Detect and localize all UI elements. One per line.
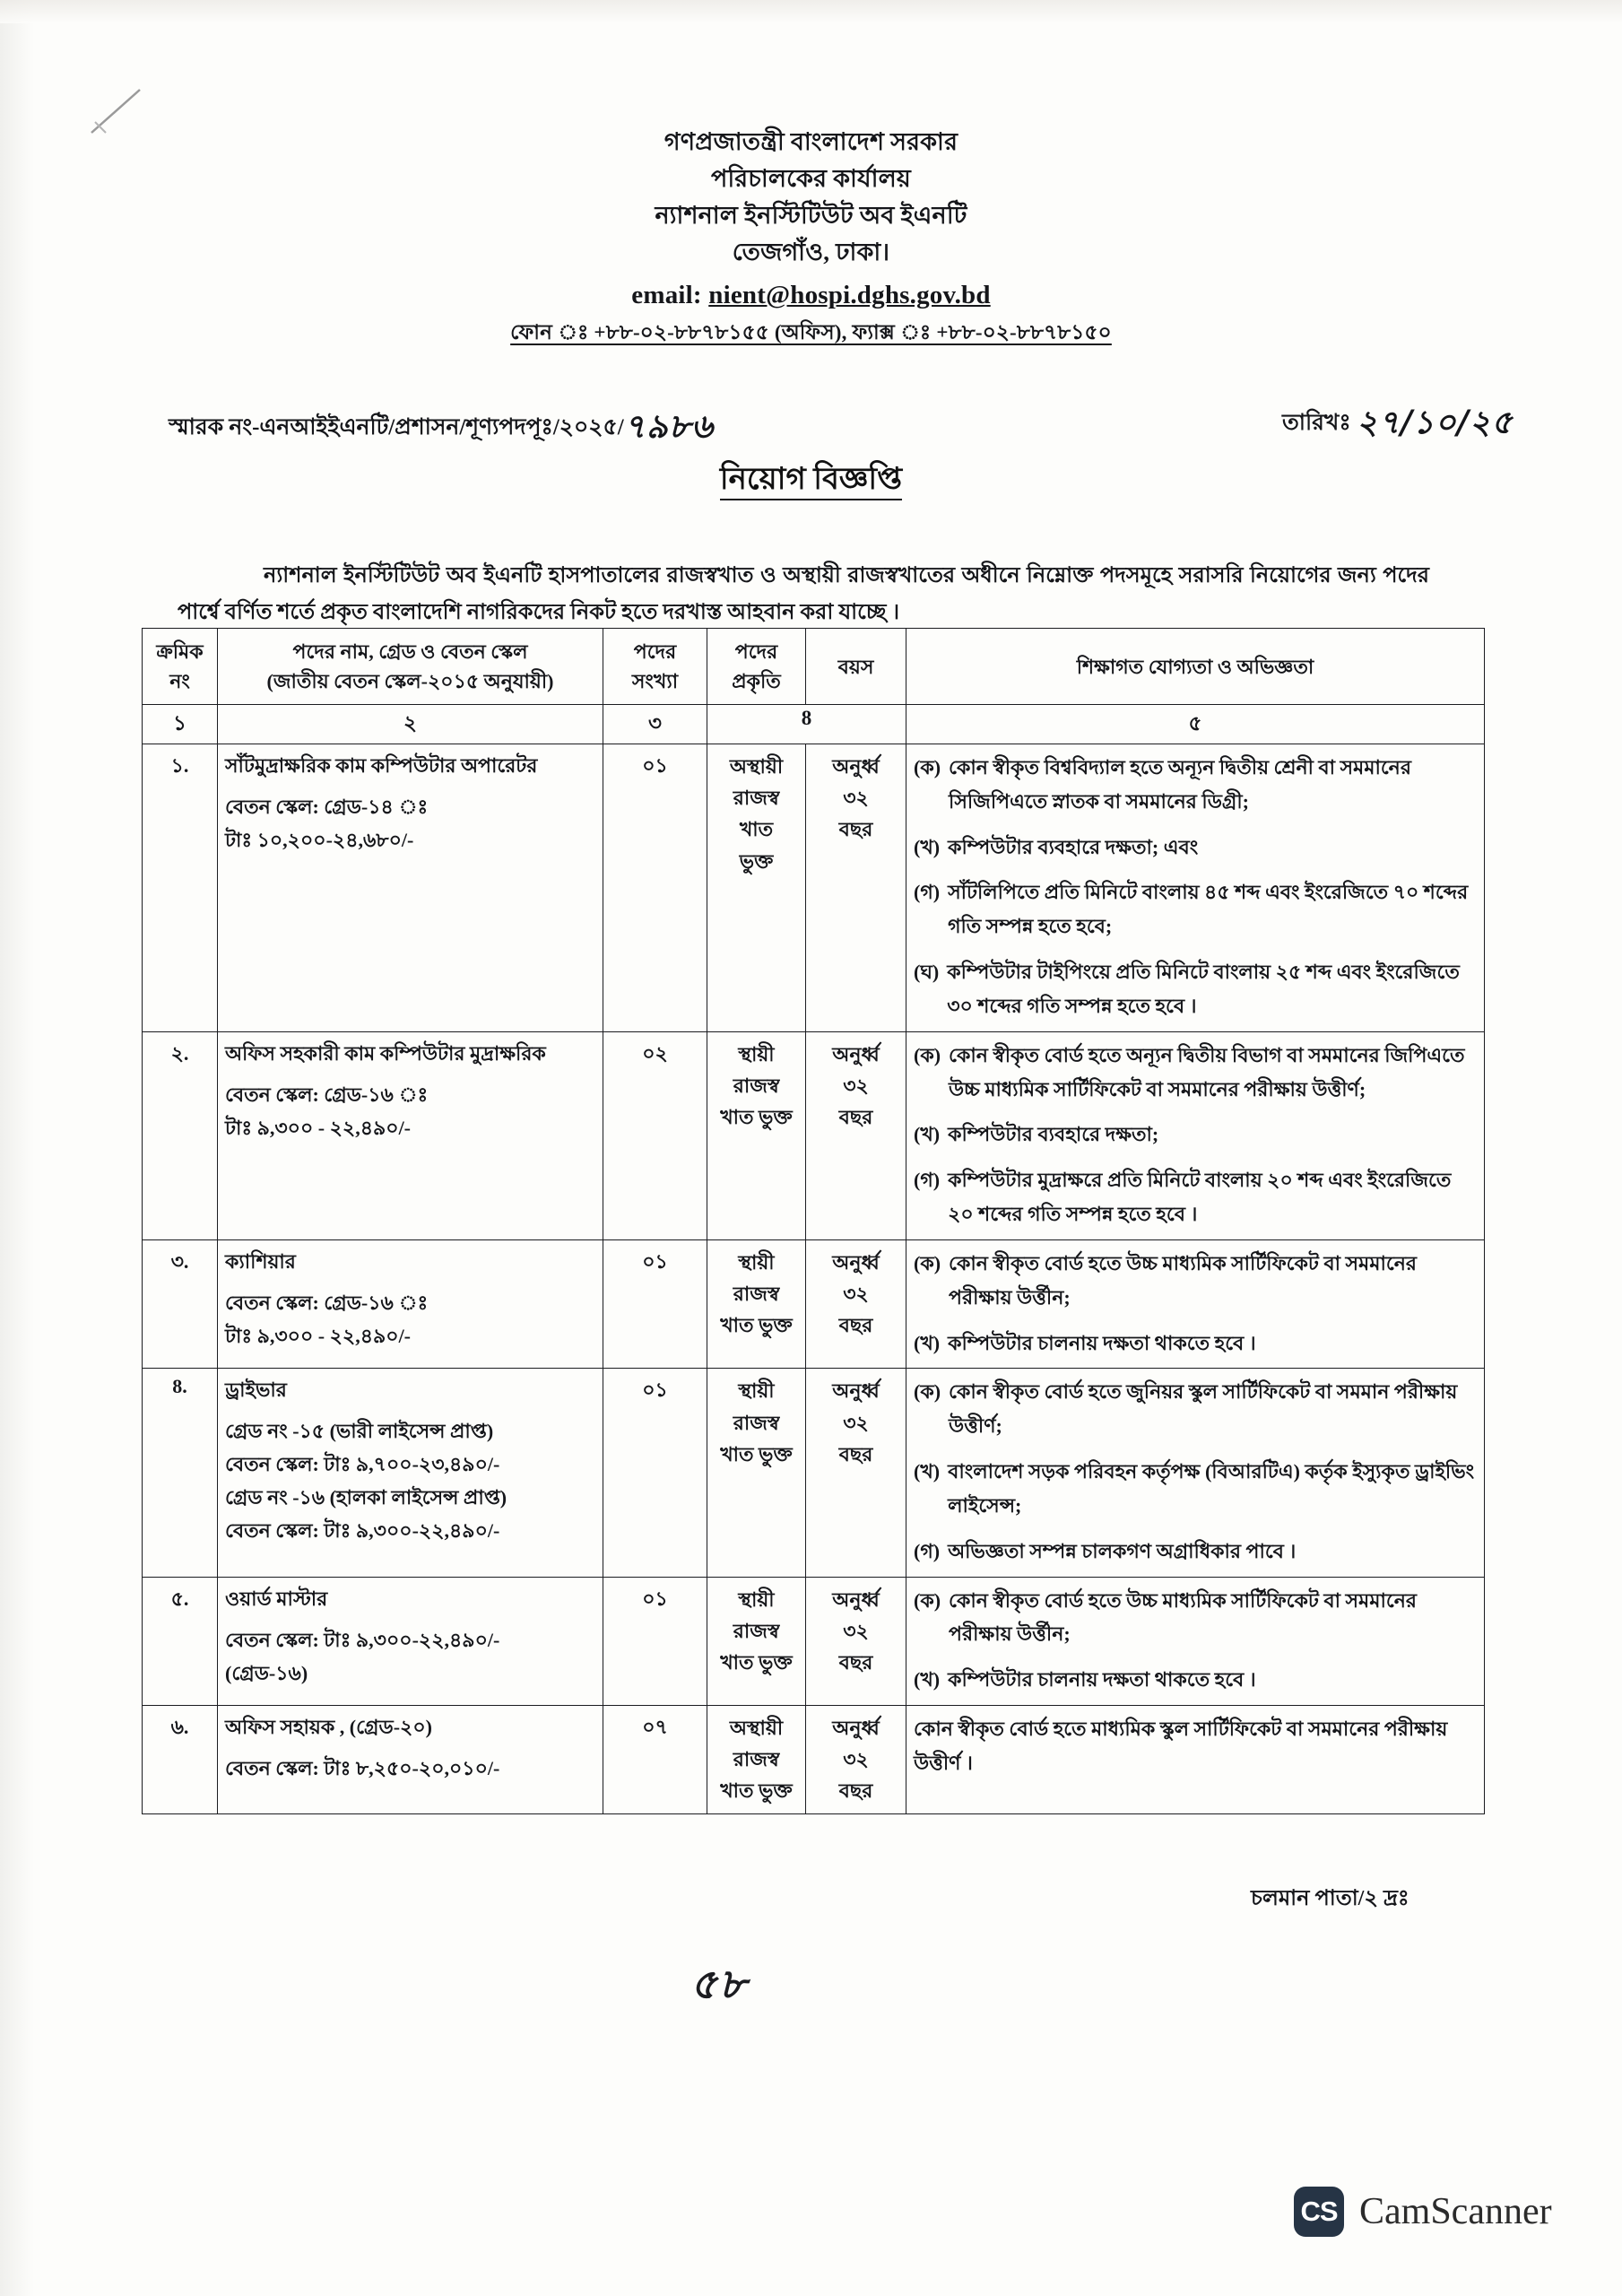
th-post-count-line2: সংখ্যা: [631, 670, 679, 692]
qualification-text: কোন স্বীকৃত বোর্ড হতে অন্যূন দ্বিতীয় বিভাগ বা সমমানের জিপিএতে উচ্চ মাধ্যমিক সার্টিফিকেট বা সমমানের পরীক্ষায় উত্তীর্ণ;: [949, 1043, 1465, 1100]
th-qualification-line1: শিক্ষাগত যোগ্যতা ও অভিজ্ঞতা: [1076, 655, 1314, 678]
age-line: ৩২: [843, 1283, 869, 1306]
row-post-type: [707, 1031, 806, 1239]
salary-line: বেতন স্কেল: টাঃ ৯,৩০০-২২,৪৯০/-: [225, 1519, 500, 1543]
th-serial-line1: ক্রমিক: [156, 640, 204, 663]
type-line: খাত ভুক্ত: [720, 1106, 793, 1129]
qualification-label: (ক): [914, 756, 941, 778]
salary-line: টাঃ ৯,৩০০ - ২২,৪৯০/-: [225, 1116, 412, 1139]
memo-number-label: স্মারক নং-এনআইইএনটি/প্রশাসন/শূণ্যপদপূঃ/২০২৫/: [169, 415, 624, 439]
qualification-label: (ক): [914, 1251, 941, 1274]
age-line: ৩২: [843, 1074, 869, 1097]
salary-line: বেতন স্কেল: টাঃ ৯,৩০০-২২,৪৯০/-: [225, 1628, 500, 1651]
type-line: রাজস্ব: [733, 1619, 780, 1642]
memo-number-handwritten: ৭৯৮৬: [623, 406, 714, 446]
th-age-line1: বয়স: [837, 655, 874, 678]
type-line: খাত ভুক্ত: [720, 1650, 793, 1674]
age-line: অনুর্ধ্ব: [832, 1042, 880, 1065]
type-line: খাত: [739, 818, 774, 841]
type-line: রাজস্ব: [733, 1748, 780, 1771]
age-line: ৩২: [843, 1748, 869, 1771]
th-age: [806, 629, 906, 705]
row-qualification: [906, 1369, 1485, 1577]
age-line: অনুর্ধ্ব: [832, 1587, 880, 1611]
row-serial: ২.: [143, 1031, 218, 1239]
row-post-type: [707, 1706, 806, 1814]
vacancy-table: [142, 628, 1485, 1814]
row-post-type: [707, 744, 806, 1032]
institute-name: ন্যাশনাল ইনস্টিটিউট অব ইএনটি: [655, 202, 967, 230]
salary-line: বেতন স্কেল: গ্রেড-১৬ ঃ: [225, 1083, 429, 1106]
qualification-text: কোন স্বীকৃত বোর্ড হতে মাধ্যমিক স্কুল সার্টিফিকেট বা সমমানের পরীক্ষায় উত্তীর্ণ ।: [914, 1718, 1448, 1774]
table-row: [143, 1369, 1485, 1577]
type-line: স্থায়ী: [738, 1042, 775, 1065]
email-address[interactable]: nient@hospi.dghs.gov.bd: [708, 281, 991, 310]
th-serial: [143, 629, 218, 705]
qualification-item: [914, 751, 1477, 819]
qualification-text: কম্পিউটার চালনায় দক্ষতা থাকতে হবে ।: [948, 1331, 1256, 1354]
table-row: [143, 1239, 1485, 1368]
qualification-item: [914, 1584, 1477, 1652]
type-line: অস্থায়ী: [729, 755, 784, 778]
row-post-name: [218, 1369, 603, 1577]
qualification-item: [914, 1163, 1477, 1231]
memo-date-label: তারিখঃ: [1282, 411, 1357, 435]
qualification-text: কম্পিউটার মুদ্রাক্ষরে প্রতি মিনিটে বাংলায় ২০ শব্দ এবং ইংরেজিতে ২০ শব্দের গতি সম্পন্ন হতে হবে ।: [948, 1169, 1452, 1226]
row-post-count: ০৭: [603, 1706, 707, 1814]
type-line: স্থায়ী: [738, 1250, 775, 1274]
salary-line: বেতন স্কেল: টাঃ ৮,২৫০-২০,০১০/-: [225, 1757, 500, 1780]
type-line: অস্থায়ী: [729, 1717, 784, 1740]
age-line: অনুর্ধ্ব: [832, 1250, 880, 1274]
row-serial: ৫.: [143, 1577, 218, 1705]
age-line: অনুর্ধ্ব: [832, 755, 880, 778]
memo-row: [0, 400, 1622, 445]
qualification-item: [914, 1247, 1477, 1315]
govt-name: গণপ্রজাতন্ত্রী বাংলাদেশ সরকার: [664, 128, 958, 155]
colnum-4: 8: [707, 705, 906, 744]
qualification-label: (ক): [914, 1043, 941, 1066]
table-row: [143, 744, 1485, 1032]
salary-line: বেতন স্কেল: টাঃ ৯,৭০০-২৩,৪৯০/-: [225, 1453, 500, 1476]
handwritten-signature-mark: ৫৮: [690, 1960, 748, 2008]
post-title: সাঁটমুদ্রাক্ষরিক কাম কম্পিউটার অপারেটর: [225, 754, 538, 777]
th-serial-line2: নং: [169, 670, 190, 692]
row-age: [806, 1577, 906, 1705]
age-line: ৩২: [843, 1411, 869, 1434]
colnum-1: ১: [143, 705, 218, 744]
row-age: [806, 1031, 906, 1239]
page-title-text: নিয়োগ বিজ্ঞপ্তি: [720, 463, 902, 500]
type-line: স্থায়ী: [738, 1379, 775, 1403]
memo-date: [1282, 398, 1514, 452]
qualification-text: সাঁটলিপিতে প্রতি মিনিটে বাংলায় ৪৫ শব্দ এবং ইংরেজিতে ৭০ শব্দের গতি সম্পন্ন হতে হবে;: [948, 881, 1469, 938]
address-line: তেজগাঁও, ঢাকা।: [732, 239, 890, 266]
table-header-row: [143, 629, 1485, 705]
table-row: [143, 1577, 1485, 1705]
type-line: ভুক্ত: [739, 849, 774, 873]
table-row: [143, 1706, 1485, 1814]
qualification-label: (গ): [914, 1169, 941, 1192]
row-age: [806, 1706, 906, 1814]
age-line: অনুর্ধ্ব: [832, 1717, 880, 1740]
post-title: ওয়ার্ড মাস্টার: [225, 1587, 328, 1610]
type-line: খাত ভুক্ত: [720, 1314, 793, 1337]
th-post-type: [707, 629, 806, 705]
type-line: রাজস্ব: [733, 1411, 780, 1434]
row-post-type: [707, 1239, 806, 1368]
row-post-name: [218, 1239, 603, 1368]
qualification-item: [914, 955, 1477, 1023]
post-title: অফিস সহকারী কাম কম্পিউটার মুদ্রাক্ষরিক: [225, 1041, 546, 1065]
qualification-item: [914, 1039, 1477, 1107]
th-post-type-line2: প্রকৃতি: [732, 670, 781, 692]
row-post-name: [218, 1577, 603, 1705]
qualification-text: কোন স্বীকৃত বিশ্ববিদ্যাল হতে অন্যূন দ্বিতীয় শ্রেনী বা সমমানের সিজিপিএতে স্নাতক বা সমমানের ডিগ্রী;: [949, 756, 1411, 813]
qualification-text: কোন স্বীকৃত বোর্ড হতে উচ্চ মাধ্যমিক সার্টিফিকেট বা সমমানের পরীক্ষায় উর্ত্তীন;: [949, 1588, 1417, 1646]
post-title: ক্যাশিয়ার: [225, 1249, 296, 1273]
qualification-text: কম্পিউটার টাইপিংয়ে প্রতি মিনিটে বাংলায় ২৫ শব্দ এবং ইংরেজিতে ৩০ শব্দের গতি সম্পন্ন হতে হবে ।: [947, 961, 1460, 1017]
camscanner-watermark: [1294, 2187, 1552, 2237]
age-line: ৩২: [843, 1619, 869, 1642]
salary-line: গ্রেড নং -১৫ (ভারী লাইসেন্স প্রাপ্ত): [225, 1420, 494, 1443]
qualification-label: (খ): [914, 1668, 941, 1692]
row-serial: ৩.: [143, 1239, 218, 1368]
phone-fax-line: ফোন ঃ +৮৮-০২-৮৮৭৮১৫৫ (অফিস), ফ্যাক্স ঃ +৮৮-০২-৮৮৭৮১৫০: [510, 321, 1112, 344]
type-line: রাজস্ব: [733, 1074, 780, 1097]
row-serial: 8.: [143, 1369, 218, 1577]
row-age: [806, 744, 906, 1032]
table-row: [143, 1031, 1485, 1239]
email-line: [0, 275, 1622, 315]
th-post-count: [603, 629, 707, 705]
qualification-label: (খ): [914, 1331, 941, 1354]
th-qualification: [906, 629, 1485, 705]
age-line: বছর: [838, 1650, 873, 1674]
type-line: স্থায়ী: [738, 1587, 775, 1611]
type-line: খাত ভুক্ত: [720, 1779, 793, 1803]
salary-line: বেতন স্কেল: গ্রেড-১৪ ঃ: [225, 796, 429, 818]
salary-line: বেতন স্কেল: গ্রেড-১৬ ঃ: [225, 1291, 429, 1314]
qualification-item: [914, 1118, 1477, 1152]
camscanner-label: CamScanner: [1359, 2191, 1552, 2232]
row-post-name: [218, 1706, 603, 1814]
row-qualification: [906, 1239, 1485, 1368]
qualification-label: (খ): [914, 1123, 941, 1146]
salary-line: টাঃ ১০,২০০-২৪,৬৮০/-: [225, 828, 414, 851]
intro-paragraph: ন্যাশনাল ইনস্টিটিউট অব ইএনটি হাসপাতালের রাজস্বখাত ও অস্থায়ী রাজস্বখাতের অধীনে নিম্নোক্ত পদসমূহে সরাসরি নিয়োগের জন্য পদের পার্শ্বে বর্ণিত শর্তে প্রকৃত বাংলাদেশি নাগরিকদের নিকট হতে দরখাস্ত আহবান করা যাচ্ছে ।: [178, 564, 1429, 625]
qualification-label: (ক): [914, 1380, 941, 1404]
type-line: রাজস্ব: [733, 1283, 780, 1306]
colnum-2: ২: [218, 705, 603, 744]
row-post-name: [218, 744, 603, 1032]
row-post-count: ০১: [603, 1239, 707, 1368]
age-line: বছর: [838, 1106, 873, 1129]
qualification-label: (খ): [914, 1460, 941, 1483]
row-qualification: [906, 1577, 1485, 1705]
row-qualification: [906, 1706, 1485, 1814]
salary-line: টাঃ ৯,৩০০ - ২২,৪৯০/-: [225, 1324, 412, 1347]
row-serial: ১.: [143, 744, 218, 1032]
continued-note: চলমান পাতা/২ দ্রঃ: [1251, 1887, 1409, 1910]
th-post-name-line2: (জাতীয় বেতন স্কেল-২০১৫ অনুযায়ী): [266, 670, 554, 692]
qualification-item: [914, 875, 1477, 944]
qualification-item: [914, 1663, 1477, 1697]
qualification-item: [914, 831, 1477, 865]
qualification-label: (খ): [914, 835, 941, 858]
row-post-type: [707, 1369, 806, 1577]
row-post-count: ০২: [603, 1031, 707, 1239]
qualification-item: [914, 1455, 1477, 1523]
camscanner-logo-icon: CS: [1294, 2187, 1344, 2237]
th-post-count-line1: পদের: [633, 640, 677, 663]
age-line: বছর: [838, 1314, 873, 1337]
row-post-count: ০১: [603, 744, 707, 1032]
colnum-3: ৩: [603, 705, 707, 744]
th-post-name-line1: পদের নাম, গ্রেড ও বেতন স্কেল: [292, 640, 528, 663]
row-age: [806, 1239, 906, 1368]
post-title: ড্রাইভার: [225, 1378, 287, 1402]
th-post-name: [218, 629, 603, 705]
row-post-count: ০১: [603, 1577, 707, 1705]
age-line: বছর: [838, 818, 873, 841]
scan-edge-top: [0, 0, 1622, 23]
letterhead: [0, 124, 1622, 349]
qualification-label: (গ): [914, 881, 941, 904]
age-line: অনুর্ধ্ব: [832, 1379, 880, 1403]
qualification-label: (ঘ): [914, 961, 940, 984]
colnum-5: ৫: [906, 705, 1485, 744]
th-post-type-line1: পদের: [734, 640, 778, 663]
qualification-text: কোন স্বীকৃত বোর্ড হতে উচ্চ মাধ্যমিক সার্টিফিকেট বা সমমানের পরীক্ষায় উর্ত্তীন;: [949, 1251, 1417, 1309]
row-post-name: [218, 1031, 603, 1239]
qualification-item: [914, 1535, 1477, 1569]
memo-number: [169, 400, 714, 457]
qualification-item: [914, 1326, 1477, 1361]
qualification-text: বাংলাদেশ সড়ক পরিবহন কর্তৃপক্ষ (বিআরটিএ) কর্তৃক ইস্যুকৃত ড্রাইভিং লাইসেন্স;: [948, 1460, 1475, 1517]
qualification-text: কম্পিউটার ব্যবহারে দক্ষতা; এবং: [948, 835, 1199, 858]
qualification-text: কম্পিউটার ব্যবহারে দক্ষতা;: [948, 1123, 1159, 1146]
qualification-text: অভিজ্ঞতা সম্পন্ন চালকগণ অগ্রাধিকার পাবে ।: [948, 1539, 1297, 1562]
row-qualification: [906, 744, 1485, 1032]
qualification-label: (ক): [914, 1588, 941, 1612]
qualification-label: (গ): [914, 1539, 941, 1562]
salary-line: গ্রেড নং -১৬ (হালকা লাইসেন্স প্রাপ্ত): [225, 1486, 507, 1509]
vacancy-table-body: [143, 744, 1485, 1814]
age-line: বছর: [838, 1442, 873, 1465]
salary-line: (গ্রেড-১৬): [225, 1661, 308, 1684]
row-serial: ৬.: [143, 1706, 218, 1814]
table-column-number-row: [143, 705, 1485, 744]
type-line: খাত ভুক্ত: [720, 1442, 793, 1465]
age-line: ৩২: [843, 787, 869, 810]
qualification-item: [914, 1375, 1477, 1443]
page-title: [0, 456, 1622, 507]
qualification-text: কম্পিউটার চালনায় দক্ষতা থাকতে হবে ।: [948, 1668, 1256, 1692]
age-line: বছর: [838, 1779, 873, 1803]
email-label: email:: [631, 281, 709, 310]
row-qualification: [906, 1031, 1485, 1239]
type-line: রাজস্ব: [733, 787, 780, 810]
office-name: পরিচালকের কার্যালয়: [710, 165, 912, 193]
qualification-text: কোন স্বীকৃত বোর্ড হতে জুনিয়র স্কুল সার্টিফিকেট বা সমমান পরীক্ষায় উত্তীর্ণ;: [949, 1380, 1458, 1438]
memo-date-handwritten: ২৭/১০/২৫: [1356, 404, 1514, 441]
row-post-count: ০১: [603, 1369, 707, 1577]
row-post-type: [707, 1577, 806, 1705]
row-age: [806, 1369, 906, 1577]
post-title: অফিস সহায়ক , (গ্রেড-২০): [225, 1716, 432, 1739]
